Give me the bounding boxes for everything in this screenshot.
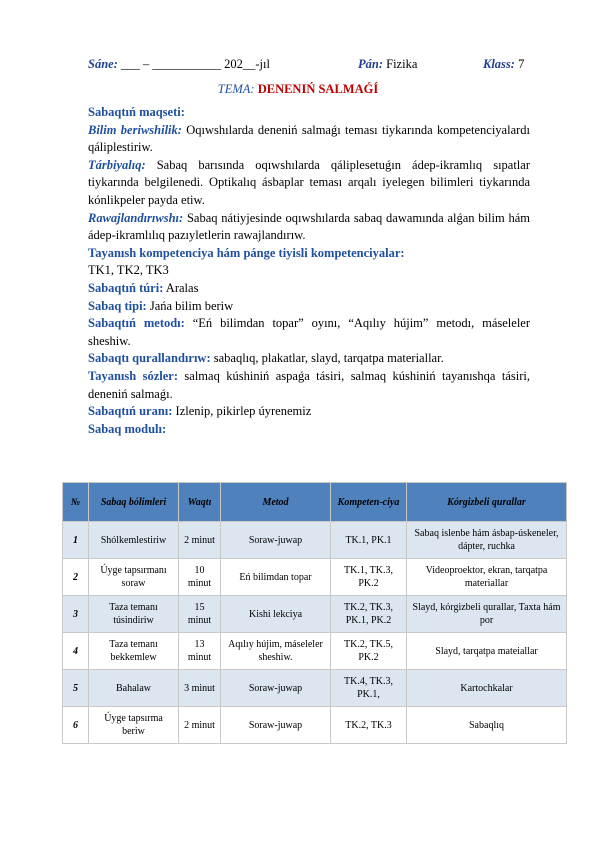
lesson-method: Sabaqtıń metodı: “Eń bilimdan topar” oyını, “Aqılıy hújim” metodı, máseleler sheshiw. (88, 316, 531, 348)
table-cell: Kartochkalar (407, 670, 567, 707)
table-cell: Videoproektor, ekran, tarqatpa materiallar (407, 559, 567, 596)
lesson-equipment: Sabaqtı qurallandırıw: sabaqlıq, plakatlar, slayd, tarqatpa materiallar. (88, 351, 444, 366)
table-row (63, 670, 567, 707)
subject-field: Pán: Fizika (358, 57, 418, 71)
lesson-header (88, 57, 548, 75)
table-cell: Taza temanı túsindiriw (89, 596, 179, 633)
table-cell: TK.4, TK.3, PK.1, (331, 670, 407, 707)
competencies-heading: Tayanısh kompetenciya hám pánge tiyisli kompetenciyalar: (88, 245, 405, 260)
table-cell: Soraw-juwap (221, 707, 331, 744)
table-cell: Úyge tapsırmanı soraw (89, 559, 179, 596)
header-cell-materials: Kórgizbeli qurallar (407, 483, 567, 522)
lesson-module-table (62, 482, 567, 744)
lesson-kind: Sabaq tipi: Jańa bilim beriw (88, 298, 234, 313)
topic-title: TEMA: DENENIŃ SALMAǴÍ (217, 82, 379, 96)
table-cell: Kishi lekciya (221, 596, 331, 633)
goal-heading: Sabaqtıń maqseti: (88, 105, 185, 119)
header-cell-time: Waqtı (179, 483, 221, 522)
table-cell: TK.2, TK.3, PK.1, PK.2 (331, 596, 407, 633)
header-cell-stages: Sabaq bólimleri (89, 483, 179, 522)
key-words: Tayanısh sózler: salmaq kúshiniń aspaǵa tásiri, salmaq kúshiniń tayanıshqa tásiri, deneniń salmaǵı. (88, 368, 530, 401)
table-row (63, 596, 567, 633)
table-cell: 6 (63, 707, 89, 744)
table-cell: Soraw-juwap (221, 522, 331, 559)
table-cell: Shólkemlestiriw (89, 522, 179, 559)
table-row (63, 633, 567, 670)
module-heading: Sabaq modulı: (88, 421, 167, 436)
table-header-row (63, 483, 567, 522)
table-cell: Aqılıy hújim, máseleler sheshiw. (221, 633, 331, 670)
developmental-goal: Rawajlandırıwshı: Sabaq nátiyjesinde oqıwshılarda sabaq dawamında alǵan bilim hám ádep-ikramlılıq pazıyletlerin rawajlandırıw. (88, 210, 530, 243)
table-cell: Sabaq islenbe hám ásbap-úskeneler, dápter, ruchka (407, 522, 567, 559)
table-cell: Slayd, kórgizbeli qurallar, Taxta hám por (407, 596, 567, 633)
table-cell: TK.1, TK.3, PK.2 (331, 559, 407, 596)
table-cell: 15 minut (179, 596, 221, 633)
lesson-type: Sabaqtıń túri: Aralas (88, 280, 199, 295)
header-cell-competency: Kompeten-ciya (331, 483, 407, 522)
table-cell: 2 minut (179, 522, 221, 559)
table-cell: 4 (63, 633, 89, 670)
table-cell: Sabaqlıq (407, 707, 567, 744)
table-cell: Slayd, tarqatpa mateiallar (407, 633, 567, 670)
table-cell: Soraw-juwap (221, 670, 331, 707)
table-cell: 3 minut (179, 670, 221, 707)
table-cell: 3 (63, 596, 89, 633)
table-cell: 5 (63, 670, 89, 707)
table-cell: TK.2, TK.3 (331, 707, 407, 744)
educational-goal: Bilim beriwshilik: Oqıwshılarda deneniń salmaǵı teması tiykarında kompetenciyalardı qáliplestiriw. (88, 122, 530, 155)
table-cell: Úyge tapsırma beriw (89, 707, 179, 744)
table-cell: Eń bilimdan topar (221, 559, 331, 596)
table-cell: 10 minut (179, 559, 221, 596)
date-field: Sáne: ___ – ___________ 202__-jıl (88, 57, 270, 71)
lesson-body (88, 104, 530, 438)
table-cell: 1 (63, 522, 89, 559)
table-row (63, 559, 567, 596)
upbringing-goal: Tárbiyalıq: Sabaq barısında oqıwshılarda qáliplesetuǵın ádep-ikramlıq sıpatlar tiykarında belgilenedi. Optikalıq ásbaplar teması arqalı iyelegen bilimleri tiykarında kónlikpeler payda etiw. (88, 157, 530, 207)
table-row (63, 522, 567, 559)
table-cell: 2 minut (179, 707, 221, 744)
table-cell: Taza temanı bekkemlew (89, 633, 179, 670)
table-cell: Bahalaw (89, 670, 179, 707)
header-cell-method: Metod (221, 483, 331, 522)
table-cell: 2 (63, 559, 89, 596)
table-cell: 13 minut (179, 633, 221, 670)
lesson-motto: Sabaqtıń uranı: Izlenip, pikirlep úyrenemiz (88, 404, 312, 419)
header-cell-number: № (63, 483, 89, 522)
table-cell: TK.2, TK.5, PK.2 (331, 633, 407, 670)
table-row (63, 707, 567, 744)
class-field: Klass: 7 (483, 57, 525, 71)
competencies-text: TK1, TK2, TK3 (88, 263, 169, 278)
table-cell: TK.1, PK.1 (331, 522, 407, 559)
